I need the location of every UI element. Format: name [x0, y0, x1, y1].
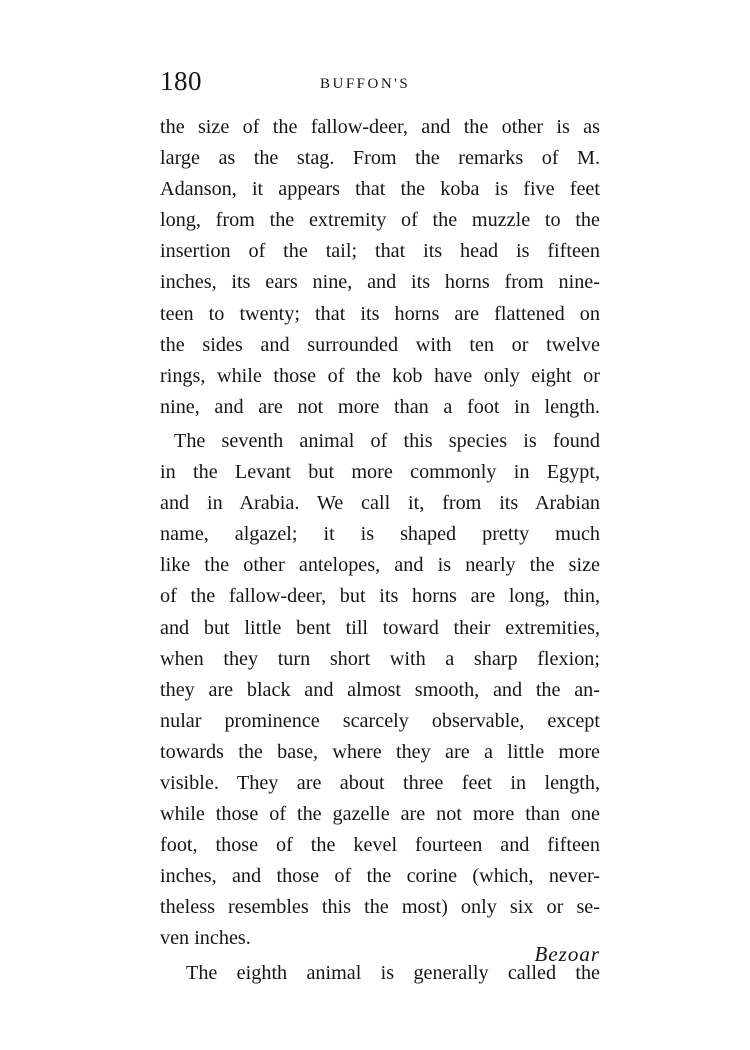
text-line: foot, those of the kevel fourteen and fifteen — [160, 834, 600, 857]
text-line: and in Arabia. We call it, from its Arabian — [160, 492, 600, 515]
text-line: while those of the gazelle are not more than one — [160, 803, 600, 826]
paragraph-end-line: ven inches. — [160, 927, 251, 950]
page-number: 180 — [160, 66, 202, 96]
running-head: BUFFON'S — [320, 76, 411, 92]
text-line: they are black and almost smooth, and the an- — [160, 678, 600, 701]
text-line: long, from the extremity of the muzzle to the — [160, 209, 600, 232]
text-line: nular prominence scarcely observable, except — [160, 709, 600, 732]
page-header — [160, 66, 600, 106]
text-line: rings, while those of the kob have only eight or — [160, 364, 600, 387]
text-line: like the other antelopes, and is nearly the size — [160, 554, 600, 577]
text-line: in the Levant but more commonly in Egypt, — [160, 461, 600, 484]
text-line: insertion of the tail; that its head is fifteen — [160, 240, 600, 263]
catchword: Bezoar — [534, 942, 600, 966]
text-line: inches, and those of the corine (which, never- — [160, 865, 600, 888]
text-line: name, algazel; it is shaped pretty much — [160, 523, 600, 546]
text-line: nine, and are not more than a foot in length. — [160, 395, 600, 418]
text-line: the sides and surrounded with ten or twelve — [160, 333, 600, 356]
text-line: inches, its ears nine, and its horns from nine- — [160, 271, 600, 294]
text-line: visible. They are about three feet in length, — [160, 771, 600, 794]
text-line: of the fallow-deer, but its horns are long, thin, — [160, 585, 600, 608]
text-line: large as the stag. From the remarks of M. — [160, 147, 600, 170]
text-line: and but little bent till toward their extremities, — [160, 616, 600, 639]
text-line: towards the base, where they are a little more — [160, 740, 600, 763]
text-line: the size of the fallow-deer, and the other is as — [160, 116, 600, 138]
body-text — [160, 112, 600, 989]
text-line: teen to twenty; that its horns are flattened on — [160, 302, 600, 325]
paragraph-start-line: The eighth animal is generally called the — [186, 961, 600, 984]
text-line: Adanson, it appears that the koba is five feet — [160, 178, 600, 201]
paragraph-start-line: The seventh animal of this species is found — [174, 429, 600, 452]
text-line: when they turn short with a sharp flexion; — [160, 647, 600, 670]
text-line: theless resembles this the most) only six or se- — [160, 896, 600, 919]
